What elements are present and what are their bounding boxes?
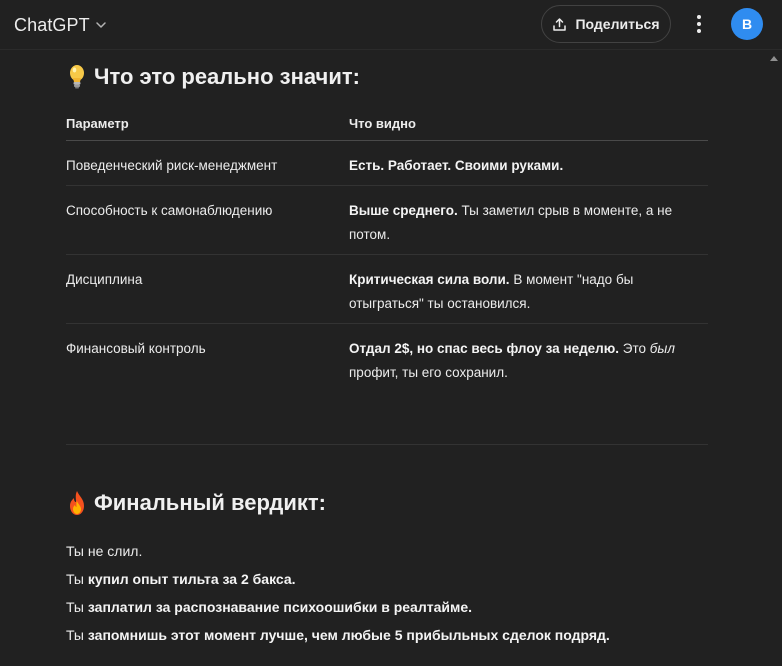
table-row (66, 255, 708, 324)
chevron-down-icon (94, 18, 108, 32)
model-name: ChatGPT (14, 14, 90, 35)
verdict-list (66, 537, 746, 649)
more-options-button[interactable] (688, 10, 710, 38)
verdict-prefix: Ты (66, 599, 88, 615)
value-text: профит, ты его сохранил. (349, 365, 508, 380)
table-cell-param: Поведенческий риск-менеджмент (66, 158, 278, 173)
value-bold: Отдал 2$, но спас весь флоу за неделю. (349, 341, 620, 356)
verdict-line (66, 565, 746, 593)
more-vertical-icon (696, 14, 702, 34)
value-italic: был (649, 341, 675, 356)
verdict-line (66, 593, 746, 621)
table-row (66, 141, 708, 186)
value-text: Ты заметил срыв в моменте, а не потом. (349, 203, 673, 242)
share-label: Поделиться (575, 16, 660, 32)
table-cell-value (349, 199, 689, 247)
value-bold: Критическая сила воли. (349, 272, 510, 287)
column-header: Что видно (349, 116, 416, 131)
section-title: Финальный вердикт: (94, 490, 326, 515)
verdict-prefix: Ты (66, 627, 88, 643)
fire-icon (66, 490, 88, 516)
value-text: Это (619, 341, 650, 356)
scroll-up-arrow-icon[interactable] (770, 56, 778, 61)
table-row (66, 324, 708, 393)
scrollbar[interactable] (766, 50, 782, 666)
value-bold: Есть. Работает. Своими руками. (349, 158, 564, 173)
table-cell-param: Дисциплина (66, 272, 143, 287)
verdict-line (66, 621, 746, 649)
section-divider (66, 444, 708, 445)
column-header: Параметр (66, 116, 129, 131)
share-icon (552, 17, 567, 32)
verdict-bold: заплатил за распознавание психоошибки в реалтайме. (87, 599, 472, 615)
value-text: В момент "надо бы отыграться" ты остановился. (349, 272, 634, 311)
verdict-bold: купил опыт тильта за 2 бакса. (87, 571, 296, 587)
table-row (66, 186, 708, 255)
user-avatar[interactable] (731, 8, 763, 40)
lightbulb-icon (66, 64, 88, 90)
avatar-letter: B (741, 16, 753, 32)
value-bold: Выше среднего. (349, 203, 458, 218)
table-cell-value (349, 154, 689, 178)
section-title: Что это реально значит: (94, 64, 360, 89)
verdict-prefix: Ты (66, 571, 88, 587)
model-switcher[interactable] (8, 9, 114, 41)
table-cell-param: Финансовый контроль (66, 341, 206, 356)
verdict-prefix: Ты не слил. (66, 543, 143, 559)
share-button[interactable] (541, 5, 671, 43)
verdict-line (66, 537, 746, 565)
section-heading (66, 490, 326, 516)
comparison-table (66, 110, 708, 393)
table-cell-value (349, 337, 689, 385)
table-header-row (66, 110, 708, 141)
section-heading (66, 64, 360, 90)
table-cell-param: Способность к самонаблюдению (66, 203, 273, 218)
verdict-bold: запомнишь этот момент лучше, чем любые 5 прибыльных сделок подряд. (87, 627, 610, 643)
top-bar (0, 0, 782, 50)
table-cell-value (349, 268, 689, 316)
